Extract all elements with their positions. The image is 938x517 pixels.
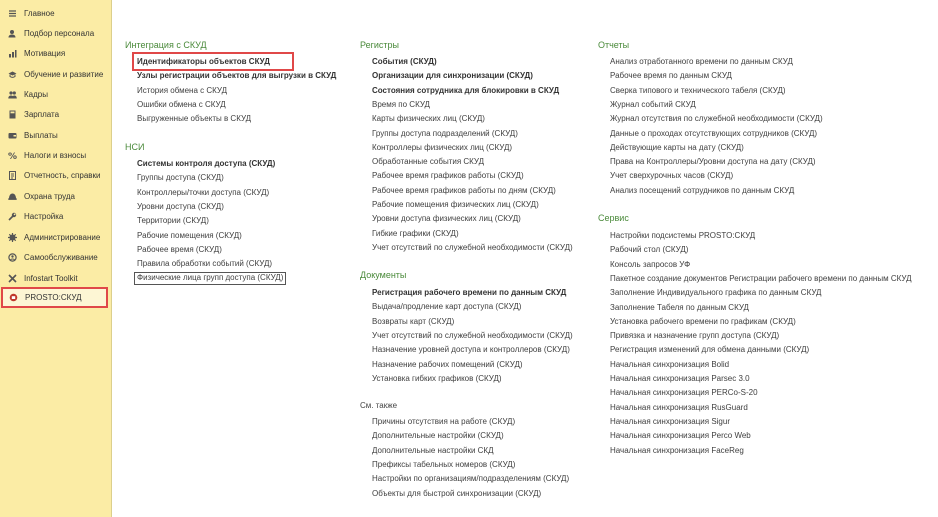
graduation-icon bbox=[8, 70, 17, 79]
menu-link[interactable]: Пакетное создание документов Регистрации рабочего времени по данным СКУД bbox=[610, 273, 912, 283]
menu-link[interactable]: Назначение уровней доступа и контроллеров (СКУД) bbox=[372, 345, 570, 355]
sidebar-item-menu[interactable] bbox=[0, 3, 112, 23]
sidebar-item-label: Выплаты bbox=[24, 130, 58, 140]
calculator-icon bbox=[8, 110, 17, 119]
menu-link[interactable]: Рабочие помещения (СКУД) bbox=[137, 230, 242, 240]
menu-link[interactable]: Начальная синхронизация Perco Web bbox=[610, 431, 751, 441]
report-icon bbox=[8, 171, 17, 180]
sidebar-item-label: Налоги и взносы bbox=[24, 150, 87, 160]
section-title-service: Сервис bbox=[598, 213, 629, 223]
sidebar-item-label: Главное bbox=[24, 8, 55, 18]
helmet-icon bbox=[8, 192, 17, 201]
menu-link[interactable]: Журнал отсутствия по служебной необходимости (СКУД) bbox=[610, 114, 823, 124]
sidebar-item-label: Отчетность, справки bbox=[24, 170, 101, 180]
sidebar-item-label: Настройка bbox=[24, 211, 64, 221]
menu-link[interactable]: Префиксы табельных номеров (СКУД) bbox=[372, 459, 516, 469]
sidebar-item-helmet[interactable] bbox=[0, 186, 112, 206]
sidebar-item-label: Infostart Toolkit bbox=[24, 273, 78, 283]
menu-link[interactable]: Время по СКУД bbox=[372, 99, 430, 109]
chart-icon bbox=[8, 49, 17, 58]
menu-link[interactable]: Журнал событий СКУД bbox=[610, 99, 696, 109]
menu-link[interactable]: Рабочее время графиков работы (СКУД) bbox=[372, 171, 524, 181]
menu-link[interactable]: Дополнительные настройки СКД bbox=[372, 445, 494, 455]
menu-link[interactable]: Рабочее время (СКУД) bbox=[137, 244, 222, 254]
menu-link[interactable]: Учет отсутствий по служебной необходимости (СКУД) bbox=[372, 330, 573, 340]
menu-link[interactable]: Консоль запросов УФ bbox=[610, 259, 691, 269]
menu-link[interactable]: Начальная синхронизация Parsec 3.0 bbox=[610, 374, 750, 383]
menu-link[interactable]: Рабочие помещения физических лиц (СКУД) bbox=[372, 200, 539, 209]
menu-link[interactable]: Уровни доступа физических лиц (СКУД) bbox=[372, 214, 521, 224]
sidebar-item-tools[interactable] bbox=[0, 268, 112, 288]
tools-icon bbox=[8, 274, 17, 283]
section-title-documents: Документы bbox=[360, 270, 407, 280]
menu-link[interactable]: Правила обработки событий (СКУД) bbox=[137, 259, 273, 269]
menu-link[interactable]: События (СКУД) bbox=[372, 57, 437, 66]
menu-link[interactable]: Регистрация изменений для обмена данными (СКУД) bbox=[610, 345, 810, 355]
sidebar-item-people[interactable] bbox=[0, 84, 112, 104]
sidebar-item-label: Кадры bbox=[24, 89, 48, 99]
menu-link[interactable]: Объекты для быстрой синхронизации (СКУД) bbox=[372, 488, 542, 498]
sidebar bbox=[0, 0, 112, 517]
menu-link[interactable]: Рабочее время по данным СКУД bbox=[610, 71, 732, 81]
menu-link[interactable]: Анализ отработанного времени по данным СКУД bbox=[610, 57, 793, 66]
menu-link[interactable]: Заполнение Индивидуального графика по данным СКУД bbox=[610, 288, 822, 298]
menu-link[interactable]: Заполнение Табеля по данным СКУД bbox=[610, 302, 749, 312]
sidebar-item-graduation[interactable] bbox=[0, 64, 112, 84]
sidebar-item-label: Охрана труда bbox=[24, 191, 75, 201]
sidebar-item-report[interactable] bbox=[0, 165, 112, 185]
menu-link[interactable]: Выдача/продление карт доступа (СКУД) bbox=[372, 302, 522, 312]
menu-link[interactable]: Данные о проходах отсутствующих сотрудников (СКУД) bbox=[610, 128, 818, 138]
menu-link[interactable]: Контроллеры/точки доступа (СКУД) bbox=[137, 187, 270, 197]
percent-icon bbox=[8, 151, 17, 160]
menu-link[interactable]: Настройки подсистемы PROSTO:СКУД bbox=[610, 231, 756, 240]
menu-icon bbox=[8, 9, 17, 18]
section-title-see-also: См. также bbox=[360, 401, 398, 410]
menu-link[interactable]: Анализ посещений сотрудников по данным СКУД bbox=[610, 185, 795, 195]
menu-link[interactable]: Привязка и назначение групп доступа (СКУД) bbox=[610, 331, 780, 341]
menu-link[interactable]: Регистрация рабочего времени по данным СКУД bbox=[372, 288, 567, 297]
menu-link[interactable]: Организации для синхронизации (СКУД) bbox=[372, 71, 533, 81]
menu-link[interactable]: Причины отсутствия на работе (СКУД) bbox=[372, 417, 516, 426]
sidebar-item-label: Администрирование bbox=[24, 232, 101, 242]
sidebar-item-label: Подбор персонала bbox=[24, 28, 95, 38]
menu-link[interactable]: Учет отсутствий по служебной необходимости (СКУД) bbox=[372, 242, 573, 252]
people-search-icon bbox=[8, 29, 17, 38]
menu-link[interactable]: Действующие карты на дату (СКУД) bbox=[610, 142, 744, 152]
menu-link[interactable]: Начальная синхронизация FaceReg bbox=[610, 445, 744, 455]
sidebar-item-wallet[interactable] bbox=[0, 125, 112, 145]
sidebar-item-label: Мотивация bbox=[24, 48, 66, 58]
menu-link[interactable]: Ошибки обмена с СКУД bbox=[137, 99, 226, 109]
wrench-icon bbox=[8, 212, 17, 221]
menu-link[interactable]: Обработанные события СКУД bbox=[372, 157, 485, 167]
people-icon bbox=[8, 90, 17, 99]
menu-link[interactable]: Назначение рабочих помещений (СКУД) bbox=[372, 359, 523, 369]
menu-link[interactable]: Установка рабочего времени по графикам (СКУД) bbox=[610, 316, 796, 326]
sidebar-item-self-service[interactable] bbox=[0, 247, 112, 267]
sidebar-item-gear[interactable] bbox=[0, 227, 112, 247]
menu-link[interactable]: Рабочее время графиков работы по дням (СКУД) bbox=[372, 185, 556, 195]
menu-link[interactable]: Начальная синхронизация Bolid bbox=[610, 359, 730, 369]
sidebar-item-people-search[interactable] bbox=[0, 23, 112, 43]
menu-link[interactable]: Настройки по организациям/подразделениям (СКУД) bbox=[372, 474, 570, 484]
access-control-icon bbox=[9, 293, 18, 302]
sidebar-item-label: PROSTO:СКУД bbox=[25, 293, 82, 302]
menu-link[interactable]: Возвраты карт (СКУД) bbox=[372, 316, 455, 326]
section-title-reports: Отчеты bbox=[598, 40, 630, 50]
sidebar-item-label: Зарплата bbox=[24, 109, 60, 119]
sidebar-item-percent[interactable] bbox=[0, 145, 112, 165]
sidebar-item-calculator[interactable] bbox=[0, 104, 112, 124]
sidebar-item-access-control[interactable] bbox=[1, 287, 108, 308]
menu-link[interactable]: Системы контроля доступа (СКУД) bbox=[137, 159, 276, 168]
menu-link[interactable]: Группы доступа подразделений (СКУД) bbox=[372, 128, 518, 138]
highlight-box bbox=[132, 52, 294, 71]
menu-link[interactable]: Права на Контроллеры/Уровни доступа на дату (СКУД) bbox=[610, 157, 816, 167]
menu-link[interactable]: Группы доступа (СКУД) bbox=[137, 173, 224, 183]
focus-outline bbox=[134, 272, 286, 285]
sidebar-item-label: Самообслуживание bbox=[24, 252, 98, 262]
section-title-integration: Интеграция с СКУД bbox=[125, 40, 207, 50]
sidebar-item-chart[interactable] bbox=[0, 43, 112, 63]
menu-link[interactable]: Начальная синхронизация RusGuard bbox=[610, 402, 748, 412]
menu-link[interactable]: Узлы регистрации объектов для выгрузки в СКУД bbox=[137, 71, 337, 81]
menu-link[interactable]: Карты физических лиц (СКУД) bbox=[372, 114, 485, 124]
menu-link[interactable]: Рабочий стол (СКУД) bbox=[610, 245, 689, 255]
section-title-registers: Регистры bbox=[360, 40, 400, 50]
menu-link[interactable]: Установка гибких графиков (СКУД) bbox=[372, 373, 502, 383]
sidebar-item-wrench[interactable] bbox=[0, 206, 112, 226]
menu-link[interactable]: Физические лица групп доступа (СКУД) bbox=[137, 273, 284, 283]
self-service-icon bbox=[8, 253, 17, 262]
menu-link[interactable]: Сверка типового и технического табеля (СКУД) bbox=[610, 85, 786, 95]
menu-link[interactable]: Начальная синхронизация PERCo-S-20 bbox=[610, 388, 758, 398]
menu-link[interactable]: Территории (СКУД) bbox=[137, 216, 209, 226]
menu-link[interactable]: Гибкие графики (СКУД) bbox=[372, 228, 459, 238]
sidebar-item-label: Обучение и развитие bbox=[24, 69, 104, 79]
section-title-nsi: НСИ bbox=[125, 142, 145, 152]
menu-link[interactable]: Состояния сотрудника для блокировки в СКУД bbox=[372, 85, 560, 95]
menu-link[interactable]: История обмена с СКУД bbox=[137, 85, 228, 95]
menu-link[interactable]: Дополнительные настройки (СКУД) bbox=[372, 431, 504, 441]
svg-text:%: % bbox=[8, 151, 17, 160]
menu-link[interactable]: Контроллеры физических лиц (СКУД) bbox=[372, 142, 513, 152]
wallet-icon bbox=[8, 131, 17, 140]
gear-icon bbox=[8, 233, 17, 242]
menu-link[interactable]: Уровни доступа (СКУД) bbox=[137, 201, 224, 211]
menu-link[interactable]: Выгруженные объекты в СКУД bbox=[137, 114, 252, 124]
menu-link[interactable]: Идентификаторы объектов СКУД bbox=[137, 57, 270, 66]
menu-link[interactable]: Учет сверхурочных часов (СКУД) bbox=[610, 171, 734, 181]
menu-link[interactable]: Начальная синхронизация Sigur bbox=[610, 416, 730, 426]
